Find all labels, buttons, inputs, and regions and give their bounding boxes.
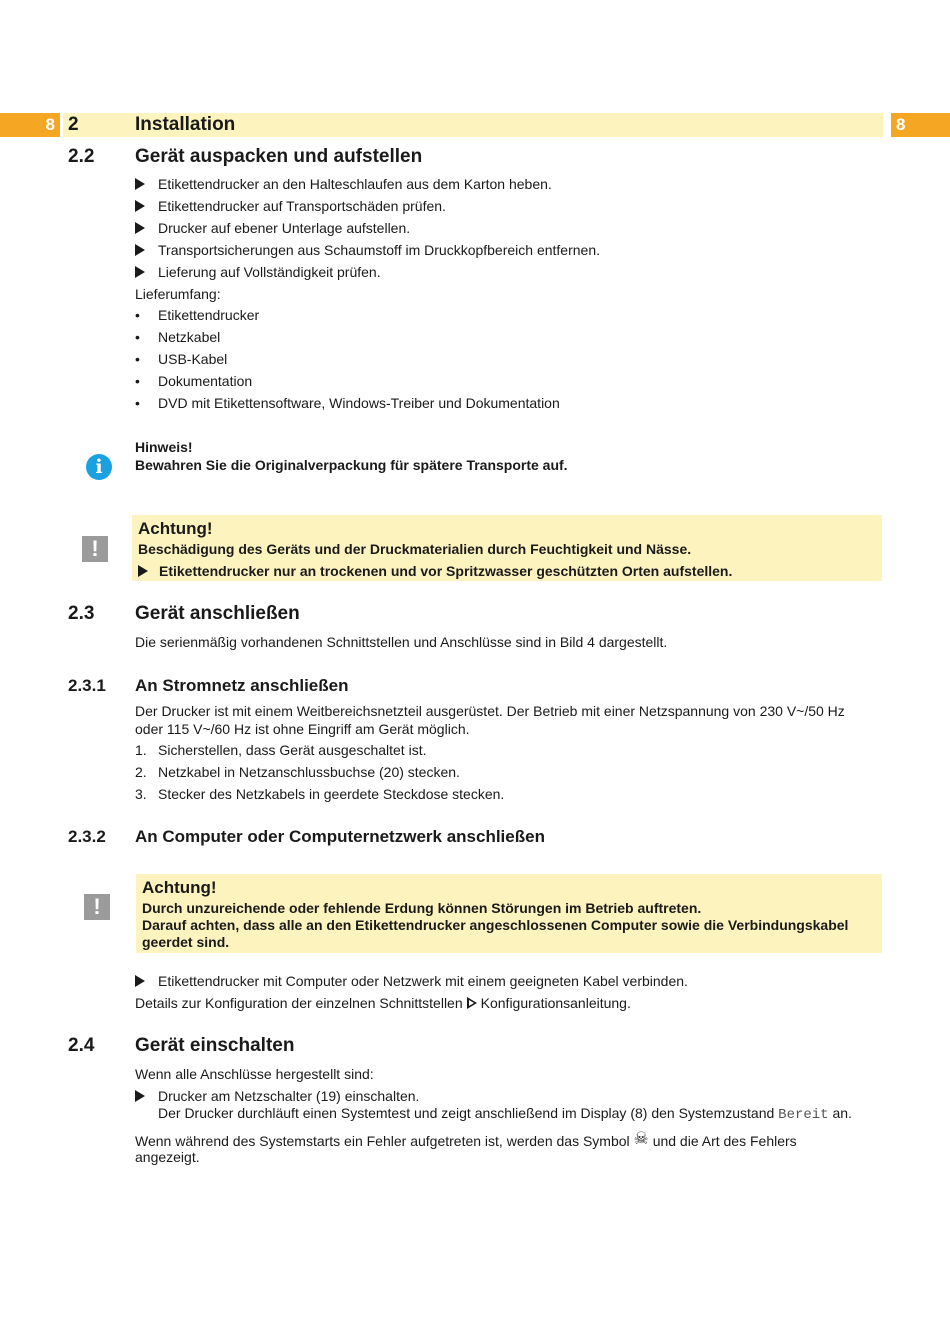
step-arrow-icon bbox=[135, 200, 145, 212]
step-arrow-icon bbox=[135, 222, 145, 234]
page-number-right: 8 bbox=[891, 113, 950, 137]
step-arrow-icon bbox=[138, 565, 148, 577]
paragraph: Der Drucker ist mit einem Weitbereichsnetzteil ausgerüstet. Der Betrieb mit einer Netzspannung von 230 V~/50 Hz bbox=[135, 703, 845, 719]
note-title: Hinweis! bbox=[135, 439, 193, 455]
warning-icon: ! bbox=[82, 536, 108, 562]
section-title: Gerät einschalten bbox=[135, 1035, 295, 1056]
info-icon: i bbox=[86, 454, 112, 480]
warning-box bbox=[132, 515, 882, 581]
chapter-title: Installation bbox=[135, 114, 236, 135]
warning-text: Darauf achten, dass alle an den Etikettendrucker angeschlossenen Computer sowie die Verbindungskabel bbox=[142, 917, 849, 933]
paragraph: Details zur Konfiguration der einzelnen Schnittstellen Konfigurationsanleitung. bbox=[135, 995, 631, 1011]
reference-arrow-icon bbox=[467, 997, 477, 1009]
warning-title: Achtung! bbox=[142, 878, 217, 897]
warning-step: Etikettendrucker nur an trockenen und vor Spritzwasser geschützten Orten aufstellen. bbox=[138, 562, 732, 580]
section-title: Gerät anschließen bbox=[135, 603, 300, 624]
reference-link: Konfigurationsanleitung. bbox=[480, 995, 631, 1011]
subsection-title: An Stromnetz anschließen bbox=[135, 676, 349, 695]
page-number-left: 8 bbox=[0, 113, 60, 137]
subsection-title: An Computer oder Computernetzwerk anschließen bbox=[135, 827, 545, 846]
warning-box bbox=[136, 874, 882, 953]
step-arrow-icon bbox=[135, 975, 145, 987]
paragraph: angezeigt. bbox=[135, 1149, 200, 1165]
step-arrow-icon bbox=[135, 244, 145, 256]
warning-text: Durch unzureichende oder fehlende Erdung können Störungen im Betrieb auftreten. bbox=[142, 900, 702, 916]
subsection-number: 2.3.2 bbox=[68, 827, 106, 846]
warning-text: Beschädigung des Geräts und der Druckmaterialien durch Feuchtigkeit und Nässe. bbox=[138, 541, 692, 557]
warning-text: geerdet sind. bbox=[142, 934, 230, 950]
section-number: 2.4 bbox=[68, 1035, 95, 1056]
paragraph: Wenn alle Anschlüsse hergestellt sind: bbox=[135, 1066, 374, 1082]
section-number: 2.3 bbox=[68, 603, 95, 624]
step-arrow-icon bbox=[135, 1090, 145, 1102]
subsection-number: 2.3.1 bbox=[68, 676, 106, 695]
paragraph: Die serienmäßig vorhandenen Schnittstellen und Anschlüsse sind in Bild 4 dargestellt. bbox=[135, 634, 668, 650]
warning-icon: ! bbox=[84, 894, 110, 920]
system-state: Bereit bbox=[778, 1107, 829, 1123]
note-text: Bewahren Sie die Originalverpackung für spätere Transporte auf. bbox=[135, 457, 568, 473]
paragraph: Wenn während des Systemstarts ein Fehler aufgetreten ist, werden das Symbol ☠ und die Art des Fehlers bbox=[135, 1129, 797, 1149]
section-title: Gerät auspacken und aufstellen bbox=[135, 146, 423, 167]
skull-icon: ☠ bbox=[633, 1129, 649, 1149]
step-arrow-icon bbox=[135, 178, 145, 190]
paragraph: oder 115 V~/60 Hz ist ohne Eingriff am Gerät möglich. bbox=[135, 721, 470, 737]
step-arrow-icon bbox=[135, 266, 145, 278]
section-number: 2.2 bbox=[68, 146, 95, 167]
warning-title: Achtung! bbox=[138, 519, 213, 538]
paragraph: Der Drucker durchläuft einen Systemtest und zeigt anschließend im Display (8) den Systemzustand Bereit an. bbox=[158, 1105, 852, 1123]
chapter-number: 2 bbox=[68, 114, 79, 135]
scope-label: Lieferumfang: bbox=[135, 286, 221, 302]
